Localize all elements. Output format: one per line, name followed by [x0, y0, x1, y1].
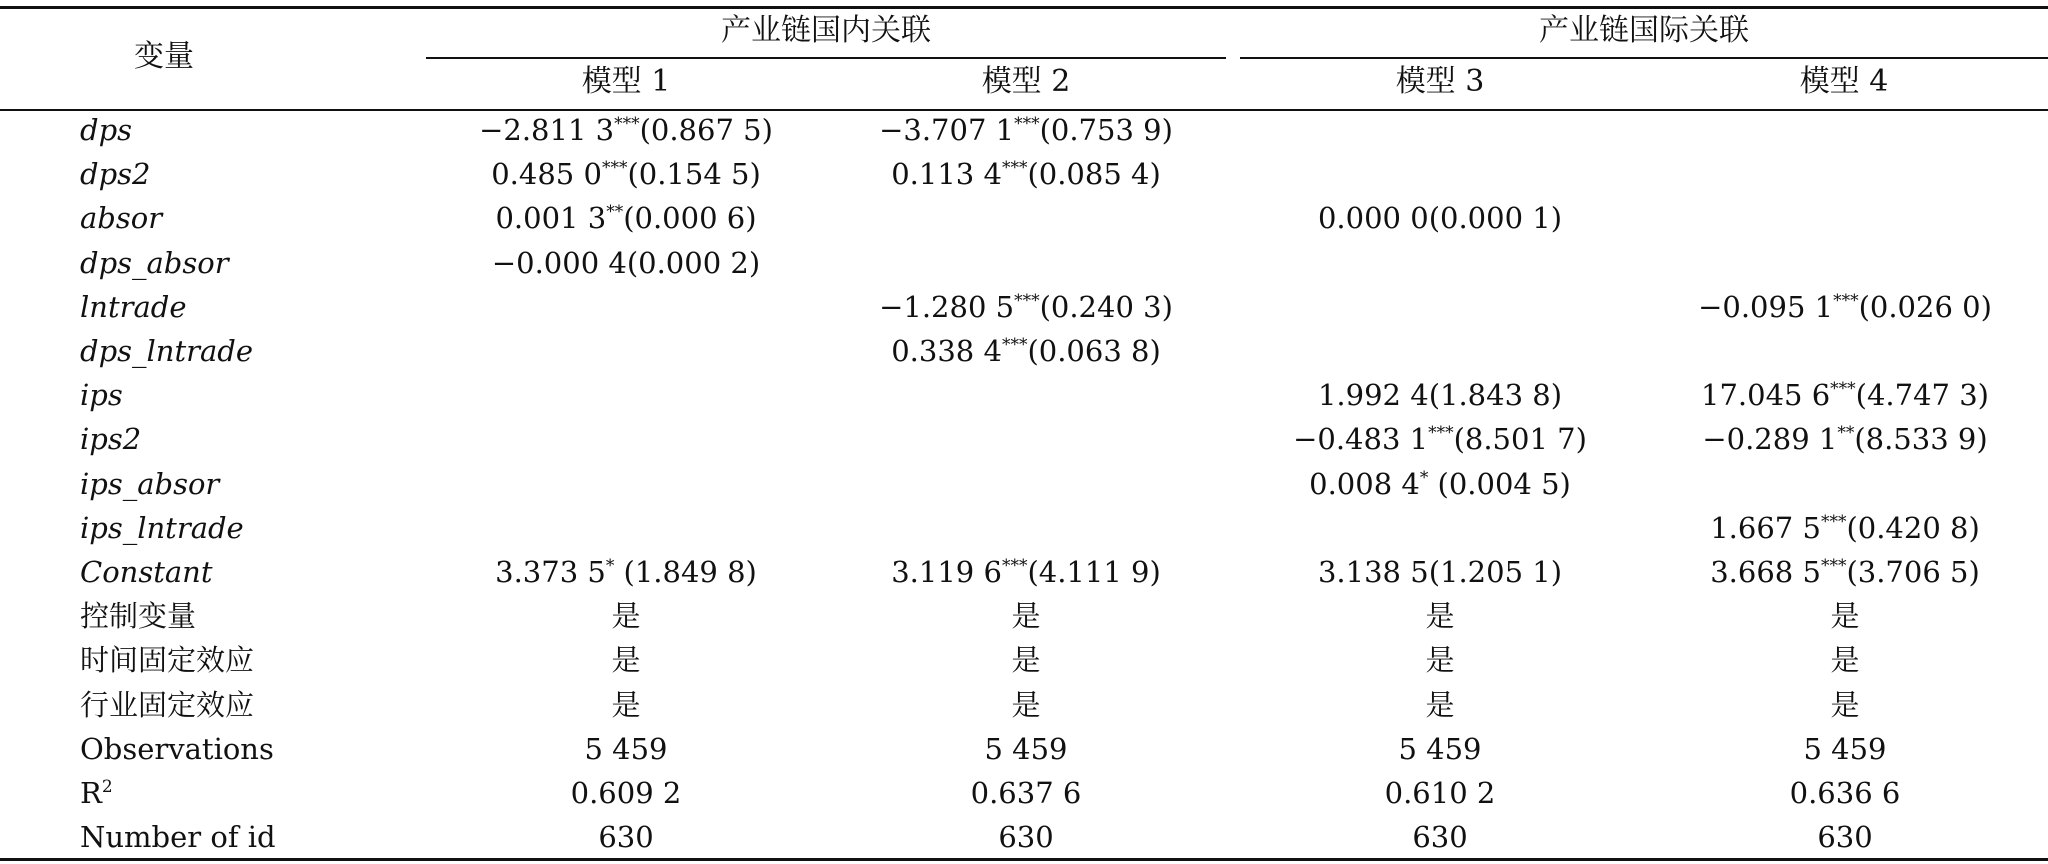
summary-value: 是 [1011, 599, 1041, 634]
summary-value: 5 459 [1398, 731, 1482, 766]
summary-value: 是 [1830, 687, 1860, 722]
coef-cell [826, 555, 1226, 589]
model-header-1: 模型 1 [581, 64, 671, 99]
std-error: (1.205 1) [1428, 555, 1563, 589]
summary-label-text: R [80, 776, 102, 810]
coef-cell [1645, 510, 2045, 545]
summary-value: 是 [611, 599, 641, 634]
coef-cell [1240, 378, 1640, 413]
coef-cell [426, 201, 826, 236]
summary-value: 是 [1011, 687, 1041, 722]
significance-stars: *** [1014, 114, 1040, 134]
coef-cell [1240, 422, 1640, 457]
coef-value: 0.000 0 [1317, 201, 1429, 236]
summary-value: 0.636 6 [1789, 776, 1901, 810]
summary-label [80, 820, 276, 855]
coef-cell [426, 555, 826, 589]
coef-value: −2.811 3 [479, 113, 615, 147]
std-error: (0.026 0) [1858, 289, 1992, 324]
std-error: (3.706 5) [1846, 555, 1980, 589]
summary-label-text: 控制变量 [80, 599, 197, 634]
row-label: lntrade [80, 289, 187, 324]
summary-value: 630 [598, 820, 654, 855]
coef-value: 0.338 4 [891, 334, 1002, 368]
coef-cell [826, 113, 1226, 147]
summary-value: 5 459 [1803, 731, 1887, 766]
coef-cell [426, 113, 826, 147]
group-underline-international [1240, 57, 2048, 59]
group-underline-domestic [426, 57, 1226, 59]
std-error: (0.000 1) [1428, 201, 1563, 236]
coef-value: 3.138 5 [1317, 555, 1429, 589]
summary-label [80, 643, 255, 678]
coef-value: 0.001 3 [495, 201, 607, 236]
summary-label-text: Observations [80, 731, 274, 766]
significance-stars: ** [606, 202, 624, 223]
summary-value: 是 [1830, 643, 1860, 678]
coef-cell [1645, 555, 2045, 589]
model-header-3: 模型 3 [1395, 64, 1485, 99]
corner-header: 变量 [134, 39, 194, 74]
summary-value: 0.609 2 [570, 776, 682, 810]
coef-value: −3.707 1 [879, 113, 1015, 147]
std-error: (0.085 4) [1027, 157, 1161, 192]
std-error: (0.004 5) [1428, 466, 1571, 501]
coef-value: 1.992 4 [1317, 378, 1429, 413]
significance-stars: * [1419, 467, 1429, 488]
coef-value: −0.000 4 [491, 245, 627, 280]
summary-value: 5 459 [984, 731, 1068, 766]
summary-label-text: 行业固定效应 [80, 687, 255, 722]
std-error: (0.000 6) [623, 201, 757, 236]
top-rule [0, 6, 2048, 9]
summary-value: 630 [1412, 820, 1468, 855]
summary-label-text: 时间固定效应 [80, 643, 255, 678]
summary-label [80, 776, 113, 810]
std-error: (0.000 2) [626, 245, 761, 280]
coef-value: 1.667 5 [1710, 510, 1821, 545]
significance-stars: *** [1820, 511, 1847, 532]
significance-stars: * [605, 556, 615, 576]
coef-value: 0.485 0 [491, 157, 602, 192]
summary-value: 是 [1425, 687, 1455, 722]
row-label: ips_absor [80, 466, 220, 501]
coef-value: 3.668 5 [1710, 555, 1821, 589]
significance-stars: *** [1014, 290, 1040, 311]
model-header-2: 模型 2 [981, 64, 1071, 99]
significance-stars: *** [1428, 423, 1454, 444]
std-error: (0.154 5) [627, 157, 761, 192]
significance-stars: *** [1830, 379, 1856, 400]
summary-label [80, 731, 274, 766]
summary-value: 0.637 6 [970, 776, 1082, 810]
coef-cell [426, 245, 826, 280]
coef-cell [1645, 422, 2045, 457]
std-error: (1.849 8) [614, 555, 757, 589]
summary-value: 是 [1830, 599, 1860, 634]
coef-cell [826, 334, 1226, 368]
coef-cell [1240, 201, 1640, 236]
std-error: (0.420 8) [1846, 510, 1980, 545]
summary-label [80, 599, 197, 634]
coef-value: −0.483 1 [1293, 422, 1429, 457]
row-label: Constant [80, 555, 213, 589]
significance-stars: *** [614, 114, 640, 134]
coef-value: −1.280 5 [879, 289, 1015, 324]
coef-cell [1645, 378, 2045, 413]
summary-value: 是 [1425, 643, 1455, 678]
significance-stars: *** [1820, 556, 1847, 576]
group-header-domestic: 产业链国内关联 [721, 13, 931, 48]
row-label: ips2 [80, 422, 142, 457]
significance-stars: *** [1833, 290, 1859, 311]
summary-value: 是 [1425, 599, 1455, 634]
coef-value: 3.373 5 [495, 555, 606, 589]
row-label: dps_lntrade [80, 334, 253, 368]
coef-value: −0.289 1 [1702, 422, 1838, 457]
coef-cell [1240, 466, 1640, 501]
summary-label-text: Number of id [80, 820, 276, 855]
group-header-international: 产业链国际关联 [1539, 13, 1749, 48]
summary-value: 5 459 [584, 731, 668, 766]
std-error: (8.533 9) [1854, 422, 1988, 457]
summary-value: 是 [611, 643, 641, 678]
coef-value: 0.008 4 [1309, 466, 1420, 501]
std-error: (0.753 9) [1039, 113, 1173, 147]
std-error: (1.843 8) [1428, 378, 1563, 413]
row-label: ips [80, 378, 123, 413]
coef-cell [1240, 555, 1640, 589]
significance-stars: *** [1001, 335, 1028, 355]
row-label: dps_absor [80, 245, 229, 280]
coef-value: 3.119 6 [891, 555, 1002, 589]
summary-label-superscript: 2 [101, 777, 113, 797]
summary-value: 是 [1011, 643, 1041, 678]
header-bottom-rule [0, 109, 2048, 111]
coef-cell [826, 289, 1226, 324]
std-error: (4.747 3) [1855, 378, 1989, 413]
coef-value: −0.095 1 [1698, 289, 1834, 324]
row-label: dps2 [80, 157, 151, 192]
summary-value: 0.610 2 [1384, 776, 1496, 810]
coef-cell [426, 157, 826, 192]
model-header-4: 模型 4 [1799, 64, 1889, 99]
std-error: (0.063 8) [1027, 334, 1161, 368]
summary-value: 630 [998, 820, 1054, 855]
significance-stars: ** [1837, 423, 1855, 444]
significance-stars: *** [1001, 556, 1028, 576]
std-error: (0.867 5) [639, 113, 773, 147]
summary-value: 630 [1817, 820, 1873, 855]
summary-value: 是 [611, 687, 641, 722]
coef-value: 17.045 6 [1701, 378, 1831, 413]
significance-stars: *** [1001, 158, 1028, 179]
coef-cell [826, 157, 1226, 192]
row-label: absor [80, 201, 163, 236]
coef-cell [1645, 289, 2045, 324]
std-error: (8.501 7) [1453, 422, 1587, 457]
coef-value: 0.113 4 [891, 157, 1002, 192]
bottom-rule [0, 858, 2048, 861]
row-label: dps [80, 113, 133, 147]
row-label: ips_lntrade [80, 510, 244, 545]
significance-stars: *** [601, 158, 628, 179]
std-error: (4.111 9) [1027, 555, 1161, 589]
std-error: (0.240 3) [1039, 289, 1173, 324]
summary-label [80, 687, 255, 722]
